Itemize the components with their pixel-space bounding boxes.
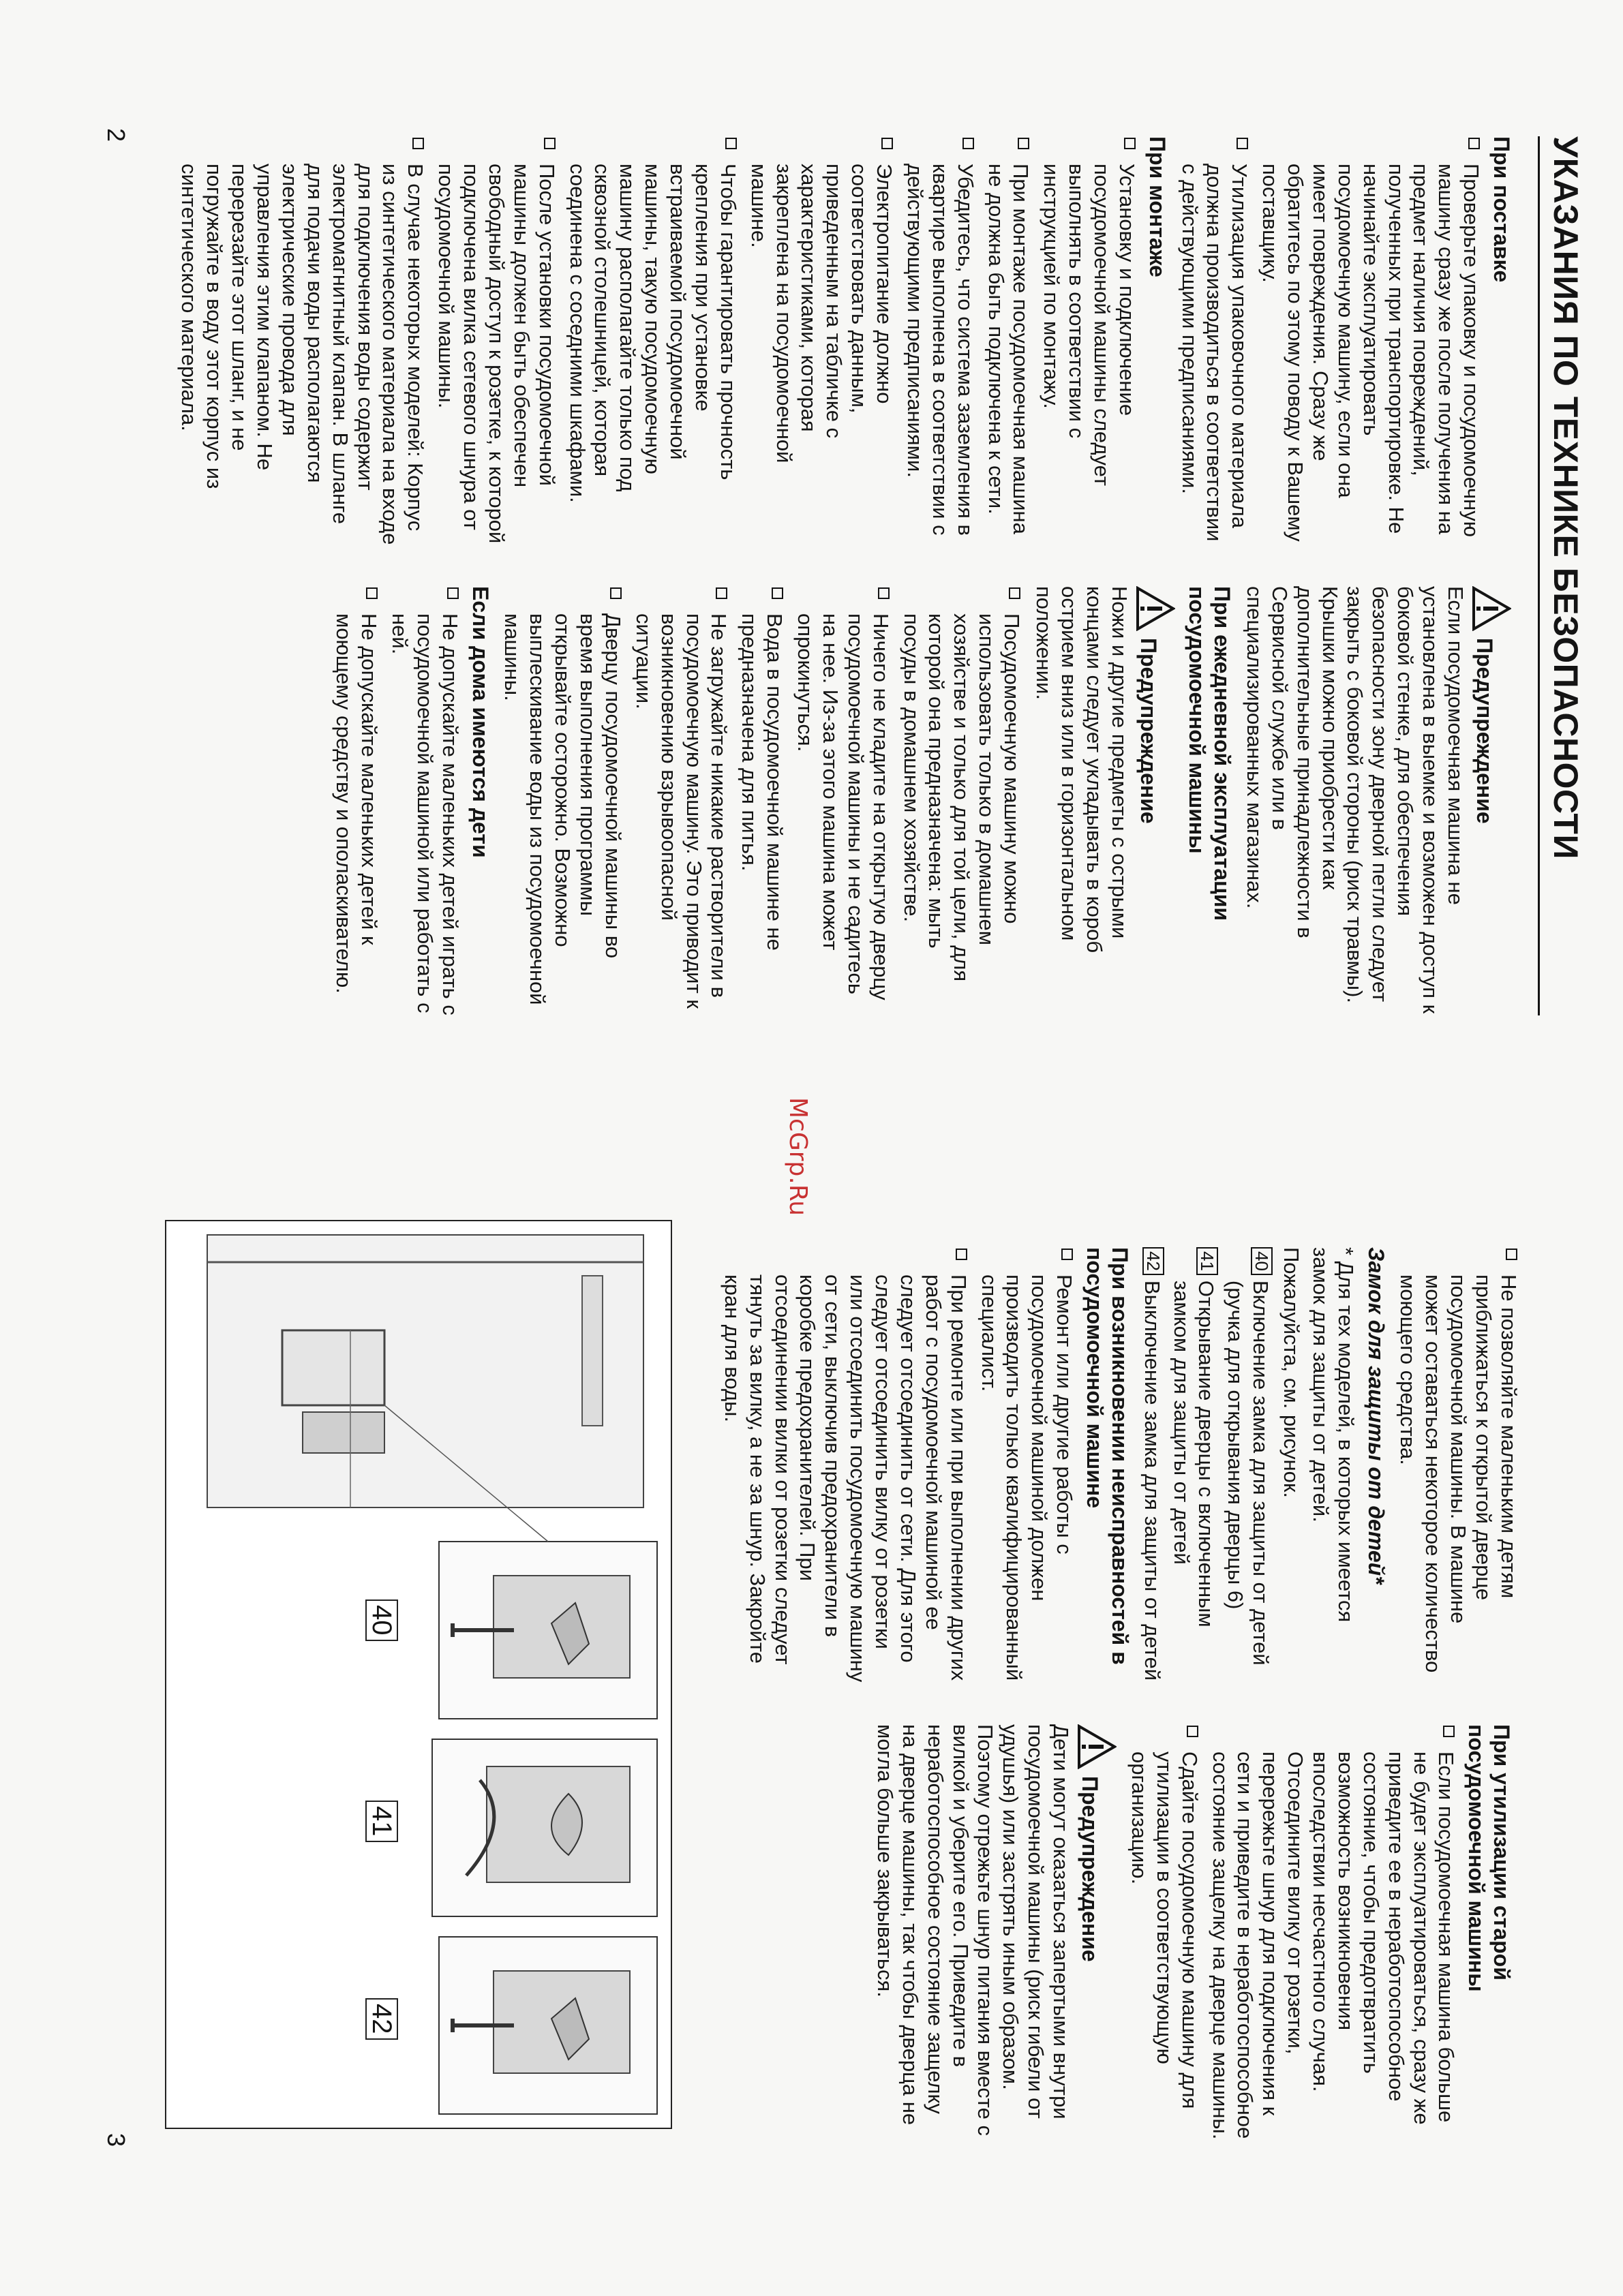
- list-item: Установку и подключение посудомоечной машины следует выполнять в соответствии с инструкцией по монтажу.: [1038, 136, 1139, 545]
- warning-title: Предупреждение: [1136, 638, 1161, 824]
- list-item: Ничего не кладите на открытую дверцу посудомоечной машины и не садитесь на нее. Из-за этого машина может опрокинуться.: [792, 586, 893, 1015]
- column-right: [714, 1247, 1521, 1683]
- checkbox-bullet-icon: [956, 1249, 967, 1260]
- disposal-heading: При утилизации старой посудомоечной машины: [1464, 1724, 1514, 1992]
- checkbox-bullet-icon: [1061, 1249, 1073, 1260]
- list-item: Чтобы гарантировать прочность крепления при установке встраиваемой посудомоечной машины, такую посудомоечную машину располагайте только под сквозной столешницей, которая соединена с соседними шкафами.: [564, 136, 740, 545]
- list-item: Сдайте посудомоечную машину для утилизации в соответствующую организацию.: [1126, 1724, 1202, 2140]
- list-item: Посудомоечную машину можно использовать только в домашнем хозяйстве и только для той цели, для которой она предназначена: мыть посуды в домашнем хозяйстве.: [898, 586, 1024, 1015]
- checkbox-bullet-icon: [1506, 1249, 1517, 1260]
- checkbox-bullet-icon: [962, 138, 974, 149]
- warning-text: Ножи и другие предметы с острыми концами следует укладывать в короб острием вниз или в горизонтальном положении.: [1031, 586, 1132, 953]
- daily-use-list: [500, 586, 1025, 1015]
- warning-block: [1241, 586, 1511, 1015]
- list-item: Вода в посудомоечной машине не предназначена для питья.: [736, 586, 787, 1015]
- page-title: УКАЗАНИЯ ПО ТЕХНИКЕ БЕЗОПАСНОСТИ: [1547, 136, 1585, 859]
- checkbox-bullet-icon: [366, 587, 378, 599]
- list-item: Не загружайте никакие растворители в посудомоечную машину. Это приводит к возникновению взрывоопасной ситуации.: [631, 586, 731, 1015]
- disposal-list: [1126, 1724, 1458, 2140]
- figure-label-42: 42: [365, 1998, 398, 2040]
- checkbox-bullet-icon: [878, 587, 890, 599]
- warning-triangle-icon: [1472, 586, 1511, 631]
- lock-step: 42 Выключение замка для защиты от детей: [1139, 1247, 1164, 1683]
- list-item: В случае некоторых моделей: Корпус из синтетического материала на входе для подключения воды содержит электромагнитный клапан. В шланге для подачи воды располагаются электрические провода для управления этим клапаном. Не перерезайте этот шланг, и не погружайте в воду этот корпус из синтетического материала.: [177, 136, 428, 545]
- delivery-list: [1177, 136, 1484, 545]
- faults-list: [719, 1247, 1076, 1683]
- checkbox-bullet-icon: [1468, 138, 1480, 149]
- list-item: Ремонт или другие работы с посудомоечной машиной должен производить только квалифицированный специалист.: [976, 1247, 1077, 1683]
- checkbox-bullet-icon: [725, 138, 737, 149]
- list-item: Утилизация упаковочного материала должна производиться в соответствии с действующими предписаниями.: [1177, 136, 1252, 545]
- watermark: McGrp.Ru: [784, 1097, 812, 1216]
- list-item: Не позволяйте маленьким детям приближаться к открытой дверце посудомоечной машины. В машине может оставаться некоторое количество моющего средства.: [1395, 1247, 1521, 1683]
- figure-label-41: 41: [365, 1801, 398, 1842]
- install-list: [177, 136, 1139, 545]
- list-item: Не допускайте маленьких детей к моющему средству и ополаскивателю.: [331, 586, 381, 1015]
- warning-title: Предупреждение: [1472, 638, 1498, 824]
- warning-block: [1031, 586, 1175, 1015]
- children-list: [331, 586, 461, 1015]
- install-heading: При монтаже: [1144, 136, 1170, 277]
- figure-number-badge: 41: [1196, 1247, 1218, 1275]
- page-number-left: 2: [102, 128, 130, 142]
- warning-triangle-icon: [1136, 586, 1175, 631]
- daily-use-heading: При ежедневной эксплуатации посудомоечной машины: [1185, 586, 1235, 921]
- checkbox-bullet-icon: [412, 138, 424, 149]
- list-item: Не допускайте маленьких детей играть с посудомоечной машиной или работать с ней.: [386, 586, 462, 1015]
- asterisk-icon: *: [1333, 1247, 1358, 1261]
- checkbox-bullet-icon: [447, 587, 459, 599]
- title-underline: [1538, 136, 1540, 1015]
- checkbox-bullet-icon: [716, 587, 727, 599]
- figure-number-badge: 42: [1142, 1247, 1164, 1275]
- column-left: [171, 136, 1521, 545]
- checkbox-bullet-icon: [610, 587, 622, 599]
- child-lock-figure: [165, 1220, 672, 2129]
- list-item: При ремонте или при выполнении других работ с посудомоечной машиной ее следует отсоединить от сети. Для этого следует отсоединить вилку от розетки или отсоединить посудомоечную машину от сети, выключив предохранители в коробке предохранителей. При отсоединении вилки от розетки следует тянуть за вилку, а не за шнур. Закройте кран для воды.: [719, 1247, 971, 1683]
- figure-number-badge: 40: [1251, 1247, 1273, 1275]
- warning-title: Предупреждение: [1078, 1776, 1103, 1962]
- faults-heading: При возникновении неисправностей в посудомоечной машине: [1082, 1247, 1132, 1665]
- list-item: При монтаже посудомоечная машина не должна быть подключена к сети.: [983, 136, 1033, 545]
- checkbox-bullet-icon: [544, 138, 556, 149]
- list-item: Электропитание должно соответствовать данным, приведенным на табличке с характеристиками, которая закреплена на посудомоечной машине.: [746, 136, 896, 545]
- column-middle: [325, 586, 1521, 1015]
- checkbox-bullet-icon: [1018, 138, 1029, 149]
- figure-label-40: 40: [365, 1599, 398, 1641]
- children-list-continued: [1395, 1247, 1521, 1683]
- list-item: Проверьте упаковку и посудомоечную машину сразу же после получения на предмет наличия повреждений, полученных при транспортировке. Не начинайте эксплуатировать посудомоечную машину, если она имеет повреждения. Сразу же обратитесь по этому поводу к Вашему поставщику.: [1257, 136, 1483, 545]
- delivery-heading: При поставке: [1489, 136, 1514, 283]
- list-item: После установки посудомоечной машины должен быть обеспечен свободный доступ к розетке, к которой подключена вилка сетевого шнура от посудомоечной машины.: [433, 136, 558, 545]
- warning-text: Если посудомоечная машина не установлена в выемке и возможен доступ к боковой стенке, для обеспечения безопасности зону дверной петли следует закрыть с боковой стороны (риск травмы). Крышки можно приобрести как дополнительные принадлежности в Сервисной службе или в специализированных магазинах.: [1243, 586, 1468, 1014]
- list-item: Дверцу посудомоечной машины во время выполнения программы открывайте осторожно. Возможно выплескивание воды из посудомоечной машины.: [500, 586, 625, 1015]
- warning-text: Дети могут оказаться запертыми внутри посудомоечной машины (риск гибели от удушья) или застрять иным образом. Поэтому отрежьте шнур питания вместе с вилкой и уберите его. Приведите в неработоспособное состояние защелку на дверце машины, так чтобы дверца не могла больше закрываться.: [873, 1724, 1074, 2136]
- checkbox-bullet-icon: [772, 587, 783, 599]
- children-heading: Если дома имеются дети: [468, 586, 493, 858]
- checkbox-bullet-icon: [1443, 1726, 1455, 1737]
- checkbox-bullet-icon: [1124, 138, 1136, 149]
- list-item: Если посудомоечная машина больше не будет эксплуатироваться, сразу же приведите ее в неработоспособное состояние, чтобы предотвратить возможность возникновения впоследствии несчастного случая. Отсоедините вилку от розетки, перережьте шнур для подключения к сети и приведите в неработоспособное состояние защелку на дверце машины.: [1207, 1724, 1459, 2140]
- child-lock-note: * Для тех моделей, в которых имеется замок для защиты от детей.: [1308, 1247, 1358, 1623]
- warning-block: [872, 1724, 1117, 2140]
- see-figure-text: Пожалуйста, см. рисунок.: [1279, 1247, 1304, 1499]
- lock-step: 40 Включение замка для защиты от детей (ручка для открывания дверцы 6): [1222, 1247, 1273, 1683]
- page-number-right: 3: [102, 2133, 130, 2147]
- dishwasher-door-illustration: [166, 1221, 671, 2128]
- child-lock-heading: Замок для защиты от детей*: [1363, 1247, 1389, 1585]
- warning-triangle-icon: [1077, 1724, 1117, 1769]
- column-far-right: [865, 1724, 1521, 2140]
- checkbox-bullet-icon: [1187, 1726, 1198, 1737]
- lock-step: 41 Открывание дверцы с включенным замком для защиты от детей: [1168, 1247, 1219, 1683]
- checkbox-bullet-icon: [881, 138, 893, 149]
- checkbox-bullet-icon: [1009, 587, 1020, 599]
- checkbox-bullet-icon: [1237, 138, 1248, 149]
- list-item: Убедитесь, что система заземления в квартире выполнена в соответствии с действующими предписаниями.: [902, 136, 977, 545]
